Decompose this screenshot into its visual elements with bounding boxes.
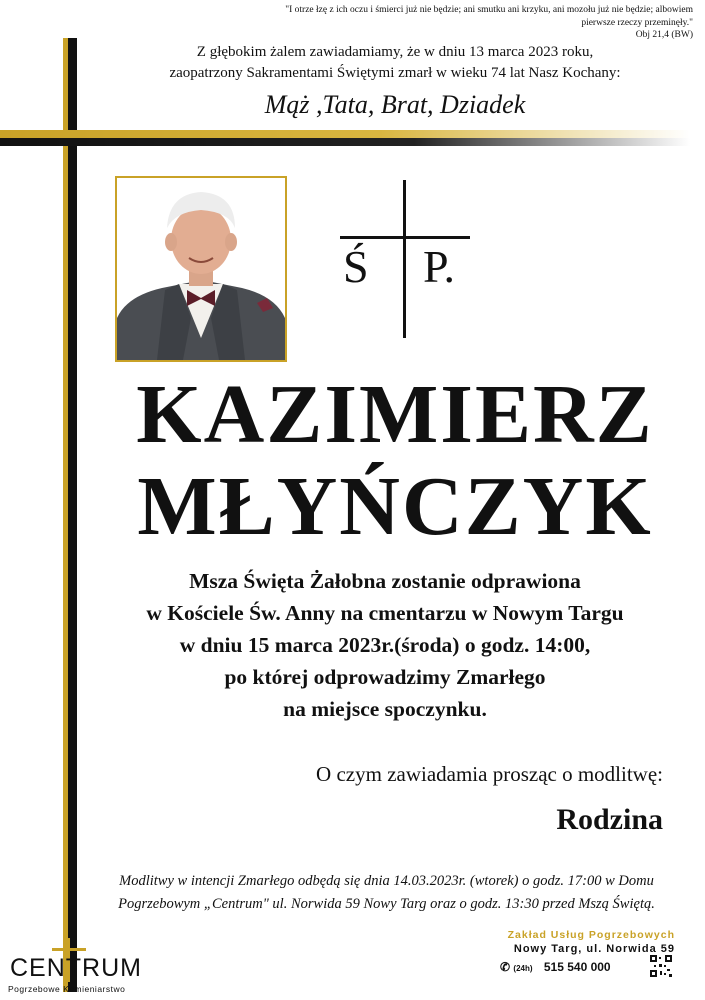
- bible-quote: "I otrze łzę z ich oczu i śmierci już nie będzie; ani smutku ani krzyku, ani mozołu już nie będzie; albowiem pierwsze rzeczy przeminęły.": [285, 5, 693, 28]
- cross-horizontal-black: [0, 138, 690, 146]
- prayer-request: O czym zawiadamia prosząc o modlitwę:: [316, 762, 663, 786]
- emblem-cross-vertical: [403, 180, 406, 338]
- mass-line: w Kościele Św. Anny na cmentarzu w Nowym Targu: [146, 601, 624, 625]
- phone-number: 515 540 000: [543, 960, 611, 974]
- cross-vertical-black: [68, 38, 77, 992]
- deceased-last-name: MŁYŃCZYK: [137, 460, 653, 553]
- cross-horizontal-gold: [0, 130, 690, 138]
- prayer-note-line-1: Modlitwy w intencji Zmarłego odbędą się dnia 14.03.2023r. (wtorek) o godz. 17:00 w Domu: [119, 873, 654, 889]
- business-name: Zakład Usług Pogrzebowych: [507, 929, 675, 941]
- phone-tag: (24h): [513, 964, 533, 973]
- logo-subtitle: Pogrzebowe Kamieniarstwo: [8, 984, 126, 994]
- portrait-photo: [115, 176, 287, 362]
- prayer-note: [95, 870, 678, 916]
- emblem-letter-s: Ś: [343, 241, 369, 292]
- business-info: [465, 929, 675, 955]
- qr-code-icon: [650, 955, 672, 977]
- intro-line-2: zaopatrzony Sakramentami Świętymi zmarł w wieku 74 lat Nasz Kochany:: [169, 65, 621, 81]
- bible-quote-reference: Obj 21,4 (BW): [635, 30, 693, 40]
- intro-text: [95, 42, 695, 84]
- mass-line: na miejsce spoczynku.: [283, 697, 487, 721]
- deceased-first-name: KAZIMIERZ: [136, 368, 654, 461]
- business-address: Nowy Targ, ul. Norwida 59: [513, 943, 675, 955]
- phone-icon: ✆: [500, 960, 511, 974]
- intro-line-1: Z głębokim żalem zawiadamiamy, że w dniu 13 marca 2023 roku,: [196, 44, 594, 60]
- mass-information: [90, 565, 680, 725]
- phone-row: [500, 960, 645, 974]
- mass-line: w dniu 15 marca 2023r.(środa) o godz. 14:00,: [179, 633, 591, 657]
- prayer-note-line-2: Pogrzebowym „Centrum" ul. Norwida 59 Nowy Targ oraz o godz. 13:30 przed Mszą Świętą.: [118, 896, 655, 912]
- logo-name: CENTRUM: [10, 954, 142, 982]
- mass-line: Msza Święta Żałobna zostanie odprawiona: [189, 569, 581, 593]
- mass-line: po której odprowadzimy Zmarłego: [224, 665, 546, 689]
- signature-family: Rodzina: [556, 803, 663, 836]
- centrum-logo: [0, 938, 180, 998]
- family-titles: Mąż ,Tata, Brat, Dziadek: [264, 90, 526, 119]
- emblem-letter-p: P.: [423, 241, 455, 292]
- portrait-illustration: [117, 178, 285, 360]
- logo-cross-horizontal: [52, 948, 86, 951]
- emblem-cross-horizontal: [340, 236, 470, 239]
